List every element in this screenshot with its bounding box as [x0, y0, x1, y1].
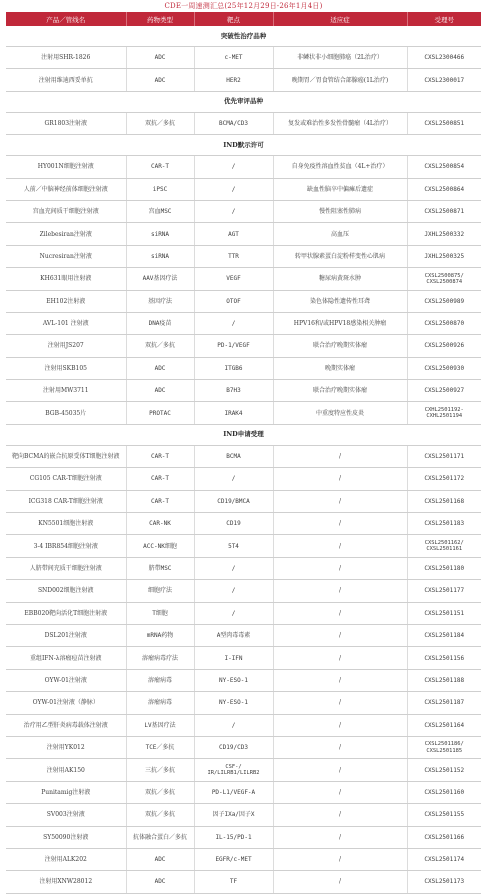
target-cell: TTR: [194, 245, 273, 267]
product-cell: SY50090注射液: [6, 826, 126, 848]
product-cell: KH631眼用注射液: [6, 268, 126, 290]
section-header-row: [6, 135, 481, 156]
table-row: [6, 357, 481, 379]
table-row: [6, 714, 481, 736]
section-header-row: [6, 91, 481, 112]
drug-type-cell: CAR-NK: [126, 513, 194, 535]
target-cell: I-IFN: [194, 647, 273, 669]
acceptance-no-cell: CXSL2500989: [407, 290, 481, 312]
acceptance-no-cell: CXSL2500864: [407, 178, 481, 200]
drug-type-cell: 溶瘤病毒: [126, 692, 194, 714]
target-cell: /: [194, 312, 273, 334]
target-cell: /: [194, 557, 273, 579]
target-cell: B7H3: [194, 380, 273, 402]
target-cell: BCMA/CD3: [194, 112, 273, 134]
table-row: [6, 290, 481, 312]
target-cell: A型肉毒毒素: [194, 624, 273, 646]
drug-type-cell: 抗体融合蛋白／多抗: [126, 826, 194, 848]
product-cell: 宫血充间质干细胞注射液: [6, 200, 126, 222]
indication-cell: HPV16和/或HPV18感染相关肿瘤: [273, 312, 407, 334]
table-row: [6, 402, 481, 424]
acceptance-no-cell: CXSL2500926: [407, 335, 481, 357]
acceptance-no-cell: CXSL2500927: [407, 380, 481, 402]
acceptance-no-cell: CXSL2300017: [407, 69, 481, 91]
drug-type-cell: PROTAC: [126, 402, 194, 424]
product-cell: 人脐带间充质干细胞注射液: [6, 557, 126, 579]
indication-cell: /: [273, 848, 407, 870]
target-cell: c-MET: [194, 47, 273, 69]
table-row: [6, 535, 481, 557]
target-cell: /: [194, 714, 273, 736]
product-cell: ICG318 CAR-T细胞注射液: [6, 490, 126, 512]
product-cell: KN5501细胞注射液: [6, 513, 126, 535]
indication-cell: 晚期实体瘤: [273, 357, 407, 379]
product-cell: CG105 CAR-T细胞注射液: [6, 468, 126, 490]
product-cell: 人前／中脑神经前体细胞注射液: [6, 178, 126, 200]
target-cell: 5T4: [194, 535, 273, 557]
target-cell: EGFR/c-MET: [194, 848, 273, 870]
target-cell: IRAK4: [194, 402, 273, 424]
product-cell: Nucresiran注射液: [6, 245, 126, 267]
target-cell: TF: [194, 871, 273, 893]
target-cell: 因子IXa/因子X: [194, 804, 273, 826]
indication-cell: 自身免疫性溶血性贫血（4L+治疗）: [273, 156, 407, 178]
table-row: [6, 312, 481, 334]
table-header-row: [6, 12, 481, 26]
indication-cell: /: [273, 445, 407, 467]
product-cell: HY001N细胞注射液: [6, 156, 126, 178]
acceptance-no-cell: CXSL2500854: [407, 156, 481, 178]
drug-type-cell: T细胞: [126, 602, 194, 624]
table-row: [6, 223, 481, 245]
drug-type-cell: 基因疗法: [126, 290, 194, 312]
header-product: 产品／管线名: [6, 12, 126, 26]
table-row: [6, 335, 481, 357]
target-cell: NY-ESO-1: [194, 669, 273, 691]
table-row: [6, 647, 481, 669]
product-cell: SV003注射液: [6, 804, 126, 826]
indication-cell: /: [273, 804, 407, 826]
drug-type-cell: ADC: [126, 69, 194, 91]
product-cell: AVL-101 注射液: [6, 312, 126, 334]
drug-type-cell: 双抗／多抗: [126, 112, 194, 134]
table-row: [6, 736, 481, 758]
drug-type-cell: mRNA药物: [126, 624, 194, 646]
table-row: [6, 557, 481, 579]
drug-type-cell: CAR-T: [126, 156, 194, 178]
drug-type-cell: 三抗／多抗: [126, 759, 194, 781]
acceptance-no-cell: CXSL2501171: [407, 445, 481, 467]
drug-type-cell: 脐带MSC: [126, 557, 194, 579]
drug-type-cell: iPSC: [126, 178, 194, 200]
section-title: 突破性治疗品种: [6, 26, 481, 47]
product-cell: DSL201注射液: [6, 624, 126, 646]
indication-cell: /: [273, 580, 407, 602]
acceptance-no-cell: CXSL2501172: [407, 468, 481, 490]
indication-cell: 晚期胃／胃食管结合部腺癌(1L治疗): [273, 69, 407, 91]
table-row: [6, 200, 481, 222]
drug-type-cell: CAR-T: [126, 468, 194, 490]
indication-cell: 联合治疗晚期实体瘤: [273, 335, 407, 357]
product-cell: Punitamig注射液: [6, 781, 126, 803]
product-cell: SND002细胞注射液: [6, 580, 126, 602]
drug-type-cell: ADC: [126, 380, 194, 402]
acceptance-no-cell: CXSL2501174: [407, 848, 481, 870]
indication-cell: 转甲状腺素蛋白淀粉样变性心肌病: [273, 245, 407, 267]
section-title: 优先审评品种: [6, 91, 481, 112]
indication-cell: /: [273, 669, 407, 691]
table-row: [6, 692, 481, 714]
product-cell: 3-4 IBR854细胞注射液: [6, 535, 126, 557]
drug-type-cell: 溶瘤病毒: [126, 669, 194, 691]
drug-type-cell: 细胞疗法: [126, 580, 194, 602]
drug-type-cell: siRNA: [126, 223, 194, 245]
indication-cell: /: [273, 781, 407, 803]
indication-cell: /: [273, 535, 407, 557]
target-cell: CSF-/ IR/LILRB1/LILRB2: [194, 759, 273, 781]
acceptance-no-cell: CXSL2500851: [407, 112, 481, 134]
acceptance-no-cell: CXSL2501183: [407, 513, 481, 535]
indication-cell: 糖尿病黄斑水肿: [273, 268, 407, 290]
product-cell: 注射用SHR-1826: [6, 47, 126, 69]
indication-cell: /: [273, 557, 407, 579]
indication-cell: /: [273, 871, 407, 893]
indication-cell: 缺血性脑卒中偏瘫后遗症: [273, 178, 407, 200]
target-cell: /: [194, 178, 273, 200]
table-row: [6, 268, 481, 290]
indication-cell: /: [273, 714, 407, 736]
table-row: [6, 826, 481, 848]
indication-cell: /: [273, 826, 407, 848]
drug-type-cell: 溶瘤病毒疗法: [126, 647, 194, 669]
indication-cell: 复发或难治性多发性骨髓瘤（4L治疗）: [273, 112, 407, 134]
target-cell: /: [194, 156, 273, 178]
product-cell: EBB020靶向活化T细胞注射液: [6, 602, 126, 624]
target-cell: CD19/CD3: [194, 736, 273, 758]
target-cell: BCMA: [194, 445, 273, 467]
product-cell: Zilebesiran注射液: [6, 223, 126, 245]
acceptance-no-cell: CXSL2501184: [407, 624, 481, 646]
drug-type-cell: siRNA: [126, 245, 194, 267]
acceptance-no-cell: CXSL2500930: [407, 357, 481, 379]
indication-cell: 高血压: [273, 223, 407, 245]
acceptance-no-cell: CXSL2501187: [407, 692, 481, 714]
table-row: [6, 759, 481, 781]
product-cell: 注射用ALK202: [6, 848, 126, 870]
acceptance-no-cell: CXSL2501155: [407, 804, 481, 826]
drug-type-cell: AAV基因疗法: [126, 268, 194, 290]
table-row: [6, 112, 481, 134]
drug-type-cell: LV基因疗法: [126, 714, 194, 736]
cde-summary-table: [6, 12, 481, 894]
acceptance-no-cell: CXSL2501151: [407, 602, 481, 624]
acceptance-no-cell: JXHL2500332: [407, 223, 481, 245]
product-cell: 注射用SKB105: [6, 357, 126, 379]
product-cell: 注射用JS207: [6, 335, 126, 357]
indication-cell: 中重度特应性皮炎: [273, 402, 407, 424]
target-cell: PD-L1/VEGF-A: [194, 781, 273, 803]
product-cell: 靶向BCMA的嵌合抗原受体T细胞注射液: [6, 445, 126, 467]
target-cell: PD-1/VEGF: [194, 335, 273, 357]
indication-cell: /: [273, 490, 407, 512]
drug-type-cell: ADC: [126, 871, 194, 893]
section-title: IND默示许可: [6, 135, 481, 156]
indication-cell: /: [273, 602, 407, 624]
table-body: [6, 26, 481, 893]
drug-type-cell: ADC: [126, 357, 194, 379]
section-header-row: [6, 26, 481, 47]
acceptance-no-cell: CXSL2501177: [407, 580, 481, 602]
drug-type-cell: DNA疫苗: [126, 312, 194, 334]
drug-type-cell: CAR-T: [126, 445, 194, 467]
indication-cell: /: [273, 736, 407, 758]
target-cell: /: [194, 468, 273, 490]
document-title: CDE一周速测汇总(25年12月29日-26年1月4日): [164, 2, 323, 10]
section-header-row: [6, 424, 481, 445]
acceptance-no-cell: CXSL2501186/ CXSL2501185: [407, 736, 481, 758]
product-cell: 注射用维迪西妥单抗: [6, 69, 126, 91]
drug-type-cell: 双抗／多抗: [126, 804, 194, 826]
product-cell: 重组IFN-λ溶瘤痘苗注射液: [6, 647, 126, 669]
acceptance-no-cell: CXSL2501166: [407, 826, 481, 848]
target-cell: OTOF: [194, 290, 273, 312]
indication-cell: /: [273, 624, 407, 646]
product-cell: OYW-01注射液（静脉）: [6, 692, 126, 714]
target-cell: VEGF: [194, 268, 273, 290]
drug-type-cell: ADC: [126, 848, 194, 870]
target-cell: HER2: [194, 69, 273, 91]
table-row: [6, 156, 481, 178]
indication-cell: 慢性阻塞性肺病: [273, 200, 407, 222]
target-cell: /: [194, 602, 273, 624]
table-row: [6, 580, 481, 602]
acceptance-no-cell: CXSL2501164: [407, 714, 481, 736]
acceptance-no-cell: CXSL2300466: [407, 47, 481, 69]
drug-type-cell: TCE／多抗: [126, 736, 194, 758]
indication-cell: /: [273, 513, 407, 535]
product-cell: BGB-45035片: [6, 402, 126, 424]
table-row: [6, 624, 481, 646]
drug-type-cell: ACC-NK细胞: [126, 535, 194, 557]
acceptance-no-cell: CXSL2500871: [407, 200, 481, 222]
acceptance-no-cell: CXSL2501180: [407, 557, 481, 579]
product-cell: 注射用MW3711: [6, 380, 126, 402]
target-cell: AGT: [194, 223, 273, 245]
header-indication: 适应症: [273, 12, 407, 26]
acceptance-no-cell: CXSL2500875/ CXSL2500874: [407, 268, 481, 290]
document-page: [6, 1, 481, 886]
table-row: [6, 178, 481, 200]
drug-type-cell: 双抗／多抗: [126, 335, 194, 357]
table-row: [6, 380, 481, 402]
acceptance-no-cell: CXHL2501192- CXHL2501194: [407, 402, 481, 424]
table-row: [6, 490, 481, 512]
target-cell: CD19/BMCA: [194, 490, 273, 512]
product-cell: 注射用XNW28012: [6, 871, 126, 893]
table-row: [6, 513, 481, 535]
drug-type-cell: CAR-T: [126, 490, 194, 512]
indication-cell: /: [273, 759, 407, 781]
section-title: IND申请受理: [6, 424, 481, 445]
product-cell: EH102注射液: [6, 290, 126, 312]
table-row: [6, 602, 481, 624]
table-row: [6, 47, 481, 69]
indication-cell: 联合治疗晚期实体瘤: [273, 380, 407, 402]
acceptance-no-cell: CXSL2501160: [407, 781, 481, 803]
target-cell: NY-ESO-1: [194, 692, 273, 714]
target-cell: /: [194, 580, 273, 602]
product-cell: GR1803注射液: [6, 112, 126, 134]
indication-cell: /: [273, 468, 407, 490]
table-row: [6, 669, 481, 691]
header-target: 靶点: [194, 12, 273, 26]
table-row: [6, 69, 481, 91]
acceptance-no-cell: CXSL2501188: [407, 669, 481, 691]
acceptance-no-cell: CXSL2501162/ CXSL2501161: [407, 535, 481, 557]
table-row: [6, 445, 481, 467]
target-cell: ITGB6: [194, 357, 273, 379]
product-cell: 治疗用乙型肝炎病毒载体注射液: [6, 714, 126, 736]
drug-type-cell: ADC: [126, 47, 194, 69]
table-row: [6, 468, 481, 490]
drug-type-cell: 双抗／多抗: [126, 781, 194, 803]
indication-cell: /: [273, 647, 407, 669]
product-cell: OYW-01注射液: [6, 669, 126, 691]
acceptance-no-cell: CXSL2501173: [407, 871, 481, 893]
table-row: [6, 245, 481, 267]
product-cell: 注射用AK150: [6, 759, 126, 781]
target-cell: /: [194, 200, 273, 222]
acceptance-no-cell: CXSL2500870: [407, 312, 481, 334]
product-cell: 注射用YK012: [6, 736, 126, 758]
header-acceptance-no: 受理号: [407, 12, 481, 26]
target-cell: CD19: [194, 513, 273, 535]
table-row: [6, 871, 481, 893]
drug-type-cell: 宫血MSC: [126, 200, 194, 222]
indication-cell: 染色体隐性遗传性耳聋: [273, 290, 407, 312]
table-row: [6, 804, 481, 826]
acceptance-no-cell: CXSL2501156: [407, 647, 481, 669]
table-row: [6, 781, 481, 803]
acceptance-no-cell: JXHL2500325: [407, 245, 481, 267]
header-drug-type: 药物类型: [126, 12, 194, 26]
acceptance-no-cell: CXSL2501168: [407, 490, 481, 512]
indication-cell: 非鳞状非小细胞肺癌（2L治疗）: [273, 47, 407, 69]
acceptance-no-cell: CXSL2501152: [407, 759, 481, 781]
target-cell: IL-15/PD-1: [194, 826, 273, 848]
indication-cell: /: [273, 692, 407, 714]
